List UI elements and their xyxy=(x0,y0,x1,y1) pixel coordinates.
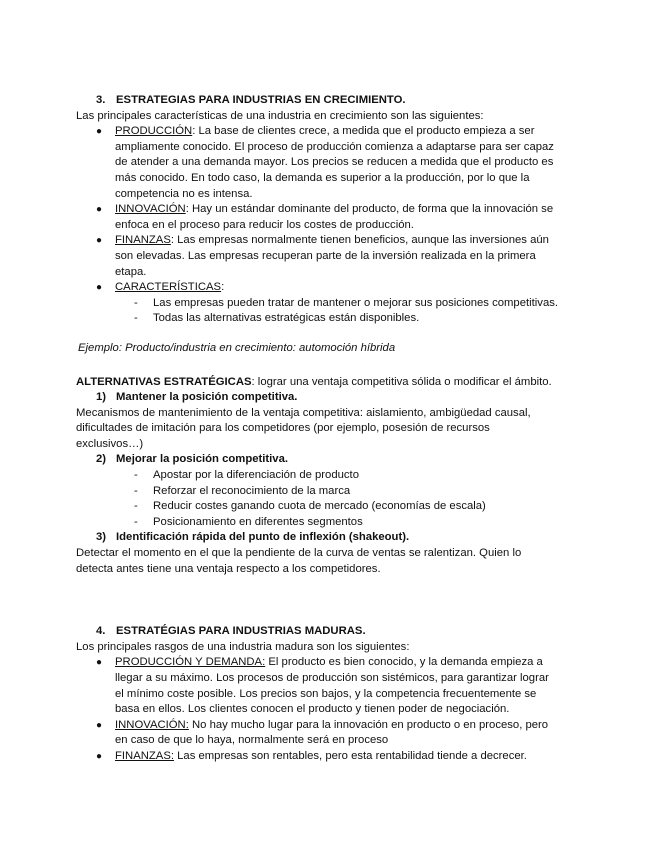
bullet-icon: ● xyxy=(96,750,103,762)
list-item: - Posicionamiento en diferentes segmentos xyxy=(76,515,580,531)
dash-icon: - xyxy=(134,469,138,482)
example-text: Ejemplo: Producto/industria en crecimiento: automoción híbrida xyxy=(78,341,396,354)
alternatives-subtitle: : lograr una ventaja competitiva sólida o modificar el ámbito. xyxy=(251,375,552,388)
bullet-icon: ● xyxy=(96,235,103,247)
bullet-produccion: ● PRODUCCIÓN: La base de clientes crece, a medida que el producto empieza a ser ampliamente conocido. El proceso de producción comienza a adaptarse para ser capaz de atender a una demanda mayor. Los precios se reducen a medida que el producto es más conocido. En todo caso, la demanda es superior a la producción, por lo que la competencia no es intensa. xyxy=(96,125,554,200)
list-item: - Todas las alternativas estratégicas están disponibles. xyxy=(76,311,580,327)
section-4-title: ESTRATÉGIAS PARA INDUSTRIAS MADURAS. xyxy=(116,625,366,638)
bullet-innovacion: ● INNOVACIÓN: No hay mucho lugar para la innovación en producto o en proceso, pero en caso de que lo haya, normalmente será en proceso xyxy=(96,718,549,747)
bullet-label: CARACTERÍSTICAS xyxy=(115,281,222,294)
document-page xyxy=(76,93,580,765)
bullet-label: FINANZAS: xyxy=(115,749,174,762)
section-3-title: ESTRATEGIAS PARA INDUSTRIAS EN CRECIMIENTO. xyxy=(116,94,406,106)
alternative-1-heading: 1) Mantener la posición competitiva. xyxy=(96,391,298,404)
alternative-3-heading: 3) Identificación rápida del punto de inflexión (shakeout). xyxy=(96,531,410,544)
alternatives-heading xyxy=(76,375,580,391)
dash-icon: - xyxy=(134,312,138,325)
bullet-produccion-demanda: ● PRODUCCIÓN Y DEMANDA: El producto es bien conocido, y la demanda empieza a llegar a su máximo. Los procesos de producción son sistémicos, para garantizar lograr el mínimo coste posible. Los precios son bajos, y la competencia frecuentemente se basa en ellos. Los clientes conocen el producto y tienen poder de negociación. xyxy=(96,656,549,716)
dash-icon: - xyxy=(134,296,138,309)
dash-icon: - xyxy=(134,484,138,497)
dash-icon: - xyxy=(134,500,138,513)
section-4-intro: Los principales rasgos de una industria madura son los siguientes: xyxy=(76,640,410,653)
bullet-innovacion: ● INNOVACIÓN: Hay un estándar dominante del producto, de forma que la innovación se enfoca en el proceso para reducir los costes de producción. xyxy=(96,203,554,231)
section-4-number: 4. xyxy=(96,625,106,638)
alternatives-title: ALTERNATIVAS ESTRATÉGICAS xyxy=(76,375,252,388)
alternative-2-heading: 2) Mejorar la posición competitiva. xyxy=(96,453,289,466)
section-4-bullets xyxy=(76,655,580,764)
bullet-label: FINANZAS xyxy=(115,234,171,247)
bullet-icon: ● xyxy=(96,126,103,138)
dash-icon: - xyxy=(134,515,138,528)
list-item: - Reforzar el reconocimiento de la marca xyxy=(76,484,580,500)
section-3-intro: Las principales características de una industria en crecimiento son las siguientes: xyxy=(76,109,484,122)
list-item: - Las empresas pueden tratar de mantener o mejorar sus posiciones competitivas. xyxy=(76,296,580,312)
bullet-icon: ● xyxy=(96,657,103,669)
list-item: - Reducir costes ganando cuota de mercado (economías de escala) xyxy=(76,499,580,515)
alternative-3-body: Detectar el momento en el que la pendiente de la curva de ventas se ralentizan. Quien lo detecta antes tiene una ventaja respecto a los competidores. xyxy=(76,547,522,575)
bullet-label: INNOVACIÓN xyxy=(115,203,186,216)
bullet-icon: ● xyxy=(96,282,103,294)
bullet-finanzas: ● FINANZAS: Las empresas normalmente tienen beneficios, aunque las inversiones aún son elevadas. Las empresas recuperan parte de la inversión realizada en la primera etapa. xyxy=(96,234,549,278)
bullet-icon: ● xyxy=(96,719,103,731)
bullet-label: INNOVACIÓN: xyxy=(115,718,189,731)
bullet-label: PRODUCCIÓN Y DEMANDA: xyxy=(115,656,266,669)
section-4-heading xyxy=(76,624,580,640)
section-3-number: 3. xyxy=(96,94,106,106)
bullet-finanzas: ● FINANZAS: Las empresas son rentables, pero esta rentabilidad tiende a decrecer. xyxy=(76,749,580,765)
alternative-2-list xyxy=(76,468,580,530)
list-item: - Apostar por la diferenciación de producto xyxy=(76,468,580,484)
bullet-label: PRODUCCIÓN xyxy=(115,125,193,138)
bullet-caracteristicas: ● CARACTERÍSTICAS: xyxy=(76,280,580,296)
alternative-1-body: Mecanismos de mantenimiento de la ventaja competitiva: aislamiento, ambigüedad causal, dificultades de imitación para los competidores (por ejemplo, posesión de recursos exclusivos…) xyxy=(76,406,531,450)
bullet-icon: ● xyxy=(96,204,103,216)
section-3-heading xyxy=(76,93,580,109)
section-3-bullets xyxy=(76,124,580,296)
characteristics-list xyxy=(76,296,580,327)
